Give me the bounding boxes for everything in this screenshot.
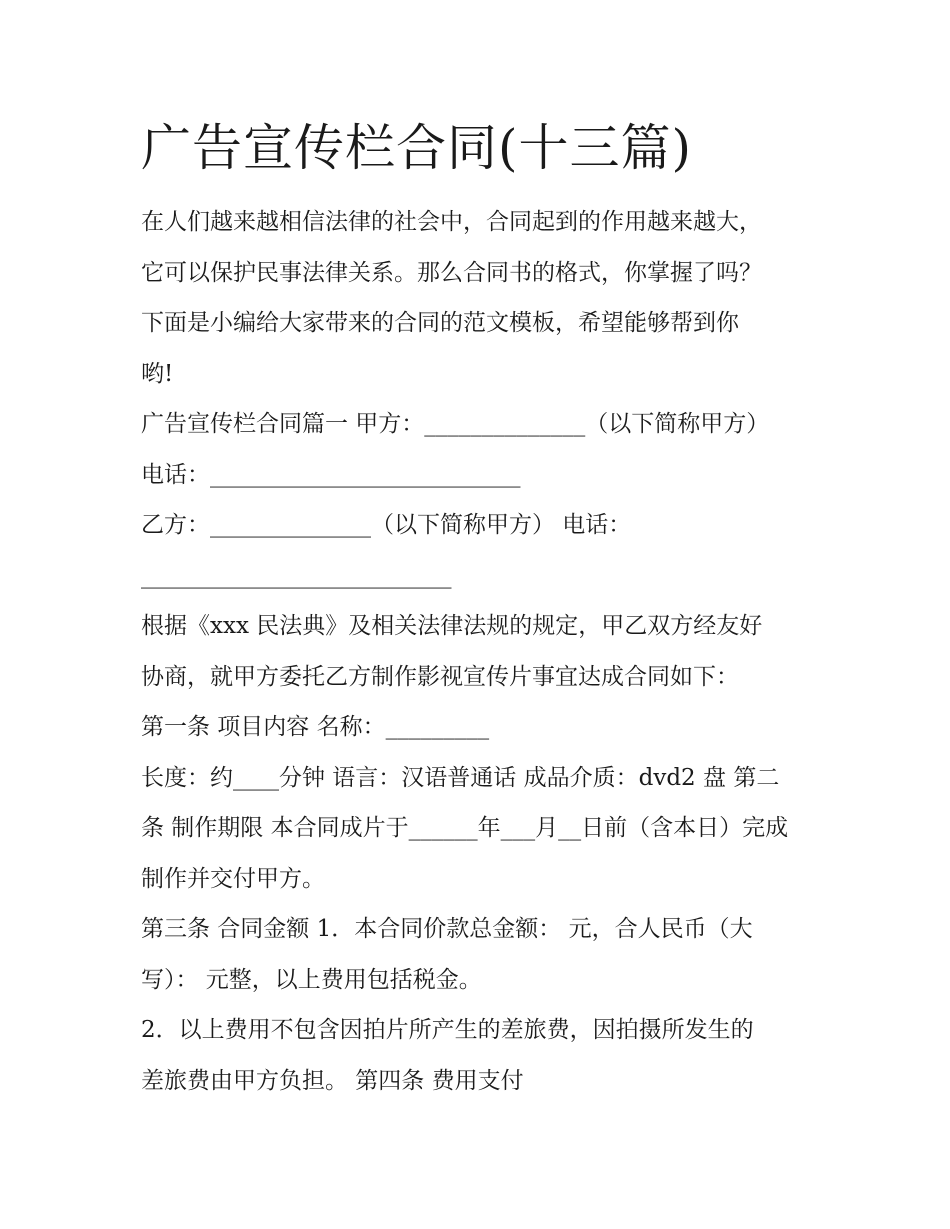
- body-line: 写）： 元整，以上费用包括税金。: [141, 966, 482, 993]
- body-line: 它可以保护民事法律关系。那么合同书的格式，你掌握了吗？: [141, 259, 762, 286]
- document-title: 广告宣传栏合同(十三篇): [141, 119, 693, 177]
- body-line: 2．以上费用不包含因拍片所产生的差旅费，因拍摄所发生的: [141, 1017, 754, 1043]
- body-line: 长度：约____分钟 语言：汉语普通话 成品介质：dvd2 盘 第二: [141, 764, 780, 791]
- body-line: 电话：___________________________: [141, 461, 521, 488]
- body-line: 乙方：______________（以下简称甲方） 电话：: [141, 512, 632, 538]
- body-line: 广告宣传栏合同篇一 甲方：______________（以下简称甲方）: [141, 411, 770, 437]
- body-line: 协商，就甲方委托乙方制作影视宣传片事宜达成合同如下：: [141, 663, 739, 690]
- body-line: 条 制作期限 本合同成片于______年___月__日前（含本日）完成: [141, 815, 789, 841]
- body-line: 下面是小编给大家带来的合同的范文模板，希望能够帮到你: [141, 310, 739, 336]
- body-line: 根据《xxx 民法典》及相关法律法规的规定，甲乙双方经友好: [141, 613, 763, 639]
- body-line: 第一条 项目内容 名称：_________: [141, 714, 490, 740]
- body-line: 在人们越来越相信法律的社会中，合同起到的作用越来越大，: [141, 209, 762, 235]
- body-line: 差旅费由甲方负担。 第四条 费用支付: [141, 1067, 524, 1094]
- body-line: 制作并交付甲方。: [141, 865, 325, 892]
- document-body: [141, 197, 821, 1106]
- body-line: ___________________________: [141, 562, 452, 589]
- body-line: 哟!: [141, 360, 174, 387]
- body-line: 第三条 合同金额 1．本合同价款总金额： 元，合人民币（大: [141, 916, 753, 942]
